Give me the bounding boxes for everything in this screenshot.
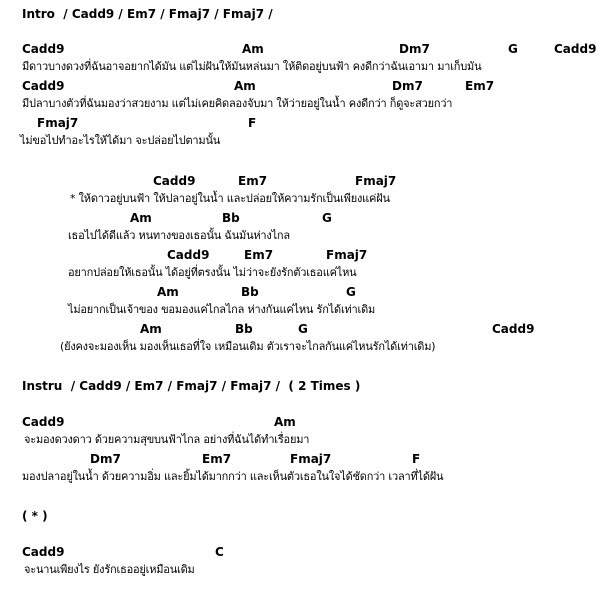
outro-lyric-row-1	[0, 561, 600, 579]
verse2-chord-row-2	[0, 450, 600, 468]
chorus-lyric-row-5	[0, 338, 600, 356]
chorus-chord-row-3	[0, 246, 600, 264]
chord: Bb	[241, 285, 259, 299]
chorus-chord-row-1	[0, 172, 600, 190]
chord: Cadd9	[167, 248, 210, 262]
lyric-line: * ให้ดาวอยู่บนฟ้า ให้ปลาอยู่ในน้ำ และปล่อยให้ความรักเป็นเพียงแค่ฝัน	[70, 192, 390, 205]
chorus-lyric-row-3	[0, 264, 600, 282]
chorus-repeat-marker: ( * )	[22, 509, 48, 523]
verse1-chord-row-2	[0, 77, 600, 95]
lyric-line: ไม่อยากเป็นเจ้าของ ขอมองแค่ไกลไกล ห่างกันแค่ไหน รักได้เท่าเดิม	[68, 303, 376, 316]
chord: Dm7	[90, 452, 121, 466]
chord: Em7	[465, 79, 495, 93]
chord: Dm7	[392, 79, 423, 93]
chorus-chord-row-4	[0, 283, 600, 301]
lyric-line: เธอไปได้ดีแล้ว หนทางของเธอนั้น ฉันมันห่างไกล	[68, 229, 290, 242]
outro-chord-row-1	[0, 543, 600, 561]
chord: Fmaj7	[326, 248, 368, 262]
chord: Fmaj7	[37, 116, 79, 130]
chord: Em7	[202, 452, 232, 466]
chord: F	[248, 116, 257, 130]
lyric-line: จะนานเพียงไร ยังรักเธออยู่เหมือนเดิม	[24, 563, 195, 576]
chord: Am	[242, 42, 264, 56]
chord: G	[298, 322, 308, 336]
lyric-line: มีปลาบางตัวที่ฉันมองว่าสวยงาม แต่ไม่เคยคิดลองจับมา ให้ว่ายอยู่ในน้ำ คงดีกว่า ก็ดูจะสวยกว่า	[22, 97, 453, 110]
verse2-lyric-row-2	[0, 468, 600, 486]
verse1-lyric-row-1	[0, 58, 600, 76]
chord: F	[412, 452, 421, 466]
verse2-lyric-row-1	[0, 431, 600, 449]
chord: G	[346, 285, 356, 299]
chord: Bb	[222, 211, 240, 225]
chorus-lyric-row-2	[0, 227, 600, 245]
chord: Cadd9	[22, 42, 65, 56]
lyric-line: จะมองดวงดาว ด้วยความสุขบนฟ้าไกล อย่างที่ฉันได้ทำเรื่อยมา	[24, 433, 310, 446]
chord: Fmaj7	[355, 174, 397, 188]
chord: Cadd9	[22, 415, 65, 429]
lyric-line: มองปลาอยู่ในน้ำ ด้วยความอิ่ม และยิ้มได้มากกว่า และเห็นตัวเธอในใจได้ชัดกว่า เวลาที่ได้ฝัน	[22, 470, 444, 483]
chorus-lyric-row-1	[0, 190, 600, 208]
chord: Am	[157, 285, 179, 299]
verse1-lyric-row-2	[0, 95, 600, 113]
chord: Bb	[235, 322, 253, 336]
chorus-chord-row-5	[0, 320, 600, 338]
verse1-chord-row-1	[0, 40, 600, 58]
instru-line: Instru / Cadd9 / Em7 / Fmaj7 / Fmaj7 / ( 2 Times )	[22, 379, 361, 393]
intro-line: Intro / Cadd9 / Em7 / Fmaj7 / Fmaj7 /	[22, 7, 273, 21]
lyric-line: อยากปล่อยให้เธอนั้น ได้อยู่ที่ตรงนั้น ไม่ว่าจะยังรักตัวเธอแค่ไหน	[68, 266, 357, 279]
chord: G	[508, 42, 518, 56]
chord: Cadd9	[492, 322, 535, 336]
chord: Cadd9	[153, 174, 196, 188]
chord: G	[322, 211, 332, 225]
chord: Em7	[238, 174, 268, 188]
chord: Em7	[244, 248, 274, 262]
chord: Am	[234, 79, 256, 93]
chord: Am	[140, 322, 162, 336]
chord: Cadd9	[22, 79, 65, 93]
lyric-line: (ยังคงจะมองเห็น มองเห็นเธอที่ใจ เหมือนเดิม ตัวเราจะไกลกันแค่ไหนรักได้เท่าเดิม)	[60, 340, 436, 353]
chord: Cadd9	[554, 42, 597, 56]
chord: Am	[130, 211, 152, 225]
chorus-chord-row-2	[0, 209, 600, 227]
chord: Dm7	[399, 42, 430, 56]
lyric-line: มีดาวบางดวงที่ฉันอาจอยากได้มัน แต่ไม่ฝันให้มันหล่นมา ให้ติดอยู่บนฟ้า คงดีกว่าฉันเอามา มาเก็บมัน	[22, 60, 482, 73]
verse1-chord-row-3	[0, 114, 600, 132]
lyric-line: ไม่ขอไปทำอะไรให้ได้มา จะปล่อยไปตามนั้น	[20, 134, 221, 147]
chord: Fmaj7	[290, 452, 332, 466]
chorus-lyric-row-4	[0, 301, 600, 319]
chord: C	[215, 545, 224, 559]
verse1-lyric-row-3	[0, 132, 600, 150]
chord: Am	[274, 415, 296, 429]
chord: Cadd9	[22, 545, 65, 559]
verse2-chord-row-1	[0, 413, 600, 431]
